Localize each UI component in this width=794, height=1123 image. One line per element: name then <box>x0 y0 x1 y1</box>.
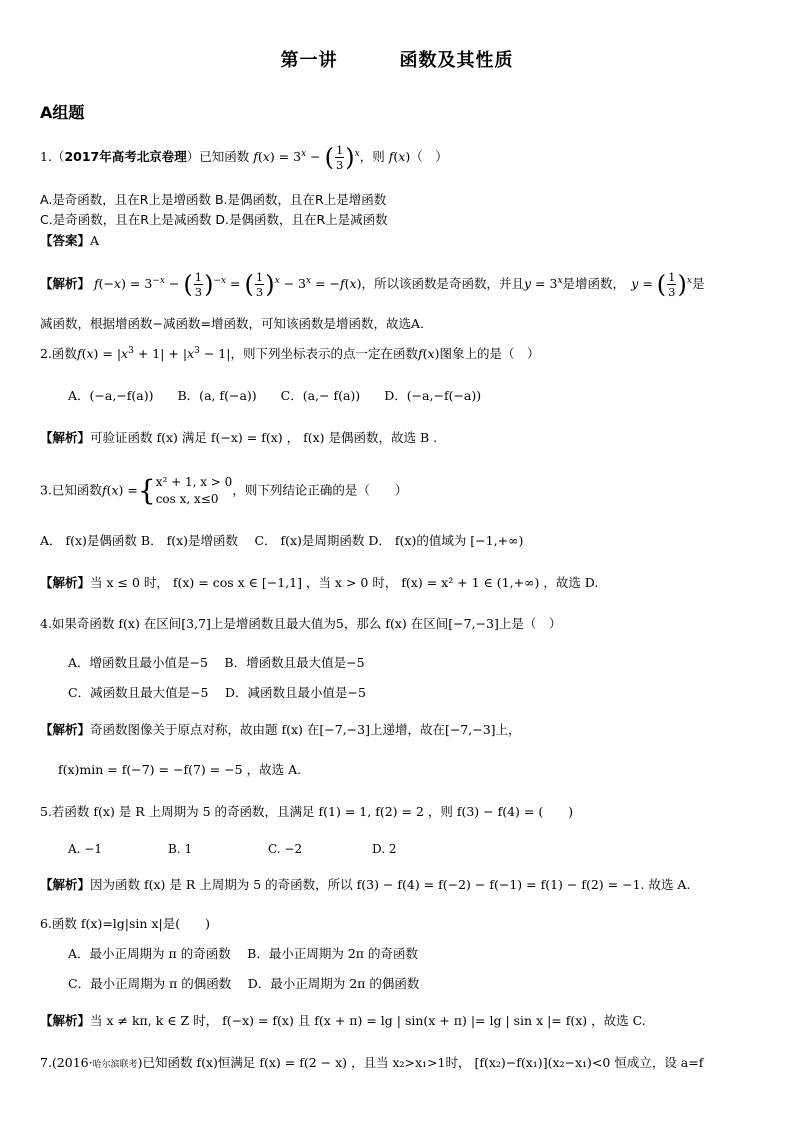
question-4-options-cd: C．减函数且最大值是−5 D．减函数且最小值是−5 <box>68 685 366 700</box>
question-4-analysis-cont: f(x)min = f(−7) = −f(7) = −5 ，故选 A. <box>58 762 302 777</box>
question-4-options-ab: A．增函数且最小值是−5 B．增函数且最大值是−5 <box>68 655 365 670</box>
question-1-answer: 【答案】A <box>40 233 100 248</box>
question-1-analysis: 【解析】 $f(-x) = 3^{-x}$ − ( $\frac{1}{3}$ )$^{-x}$ = ( $\frac{1}{3}$ )$^x - 3^x = -f(x)$，所以该函数是奇函数，并且$y = 3^x$是增函数， y = ( $\frac{1}{3}$ )$^x$是 <box>40 270 705 299</box>
question-5-stem: 5.若函数 f(x) 是 R 上周期为 5 的奇函数，且满足 f(1) = 1, f(2) = 2 ，则 f(3) − f(4) = ( ) <box>40 804 574 819</box>
page-title <box>0 46 794 72</box>
question-2-options: A．(−a,−f(a)) B．(a, f(−a)) C．(a,− f(a)) D．(−a,−f(−a)) <box>68 388 482 403</box>
question-6-stem: 6.函数 f(x)=lg|sin x|是( ) <box>40 916 210 931</box>
question-6-options-ab: A．最小正周期为 π 的奇函数 B．最小正周期为 2π 的奇函数 <box>68 946 418 961</box>
question-6-options-cd: C．最小正周期为 π 的偶函数 D．最小正周期为 2π 的偶函数 <box>68 976 420 991</box>
question-source: 2017年高考北京卷理 <box>64 149 187 164</box>
question-1-options-ab: A.是奇函数，且在R上是增函数 B.是偶函数，且在R上是增函数 <box>40 192 387 207</box>
question-3-stem: 3.已知函数f(x) ={ x² + 1, x > 0 cos x, x≤0 ，则下列结论正确的是（ ） <box>40 474 408 507</box>
question-4-analysis: 【解析】奇函数图像关于原点对称，故由题 f(x) 在[−7,−3]上递增，故在[−7,−3]上， <box>40 722 521 737</box>
question-1-analysis-cont: 减函数，根据增函数−减函数=增函数，可知该函数是增函数，故选A. <box>40 316 424 331</box>
lecture-topic: 函数及其性质 <box>399 50 514 71</box>
question-5-options: A. −1 B. 1 C. −2 D. 2 <box>68 842 397 856</box>
question-1-options-cd: C.是奇函数，且在R上是减函数 D.是偶函数，且在R上是减函数 <box>40 212 388 227</box>
question-3-analysis: 【解析】当 x ≤ 0 时， f(x) = cos x ∈ [−1,1] ，当 x > 0 时， f(x) = x² + 1 ∈ (1,+∞) ，故选 D. <box>40 575 599 590</box>
question-2-stem: 2.函数$f(x) = |x^3 + 1| + |x^3 - 1|$，则下列坐标表示的点一定在函数f(x)图象上的是（ ） <box>40 346 540 362</box>
lecture-number: 第一讲 <box>280 50 338 71</box>
question-7-stem: 7.(2016·哈尔滨联考)已知函数 f(x)恒满足 f(x) = f(2 − x) ，且当 x₂>x₁>1时， [f(x₂)−f(x₁)](x₂−x₁)<0 恒成立，设 a=f <box>40 1055 704 1070</box>
question-6-analysis: 【解析】当 x ≠ kπ, k ∈ Z 时， f(−x) = f(x) 且 f(x + π) = lg | sin(x + π) |= lg | sin x |= f(x) ，故选 C. <box>40 1013 646 1028</box>
question-5-analysis: 【解析】因为函数 f(x) 是 R 上周期为 5 的奇函数，所以 f(3) − f(4) = f(−2) − f(−1) = f(1) − f(2) = −1. 故选 A. <box>40 877 691 892</box>
question-1-stem: 1.（2017年高考北京卷理）已知函数 $f(x) = 3^x$ − ( $\frac{1}{3}$ )$^x$，则 f(x)（ ） <box>40 143 448 172</box>
question-3-options: A． f(x)是偶函数 B． f(x)是增函数 C． f(x)是周期函数 D． f(x)的值域为 [−1,+∞) <box>40 533 524 548</box>
question-source: 哈尔滨联考 <box>92 1060 138 1070</box>
question-4-stem: 4.如果奇函数 f(x) 在区间[3,7]上是增函数且最大值为5，那么 f(x) 在区间[−7,−3]上是（ ） <box>40 616 562 631</box>
question-2-analysis: 【解析】可验证函数 f(x) 满足 f(−x) = f(x) ， f(x) 是偶函数，故选 B . <box>40 430 438 445</box>
section-heading: A组题 <box>40 103 85 122</box>
